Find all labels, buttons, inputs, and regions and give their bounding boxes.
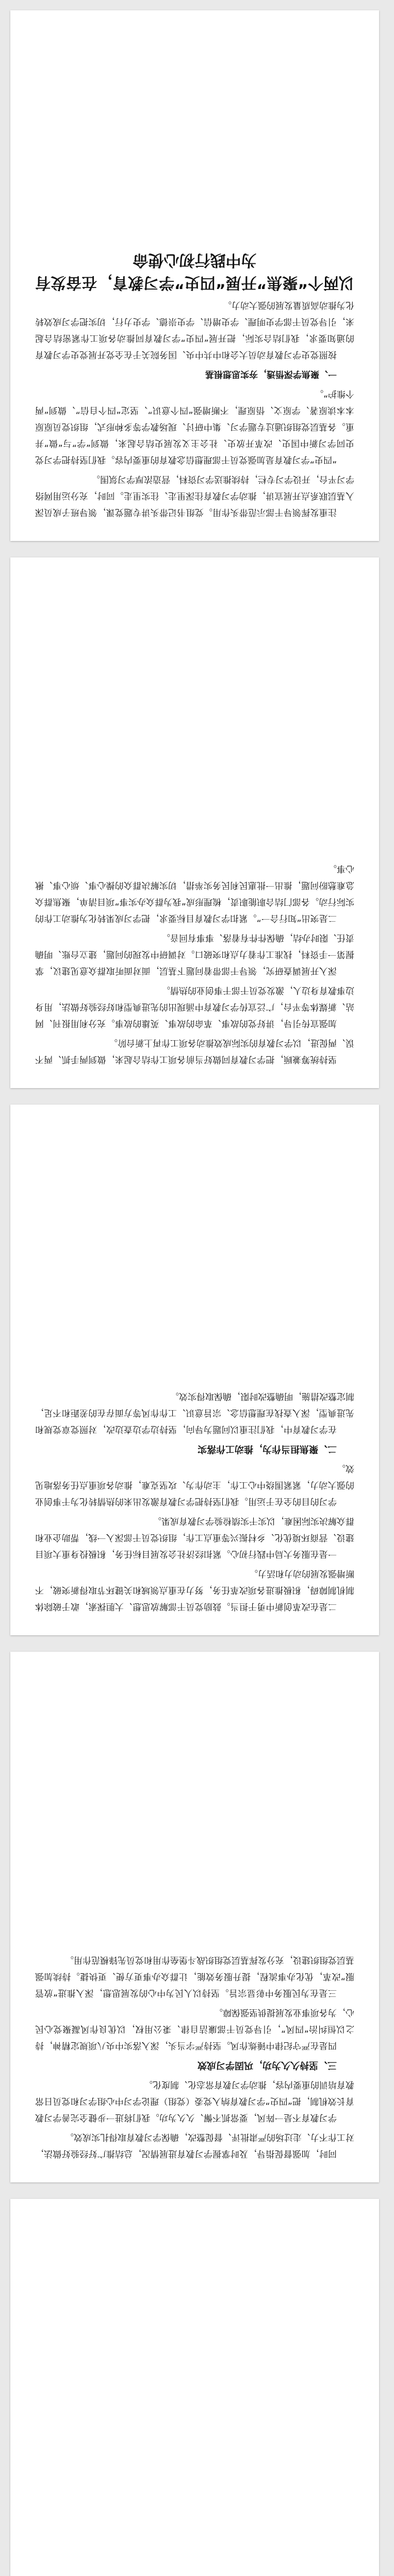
page-5-content [35,2235,354,2576]
paragraph: 注重发挥领导干部示范带头作用。党组书记带头讲专题党课，领导班子成员深入基层联系点开展宣讲，推动学习教育往深里走、往实里走。同时，充分运用网络学习平台，开设学习专栏，持续推送学习资料，营造浓厚学习氛围。 [35,474,354,517]
document-page-5 [10,2199,379,2576]
document-page-4 [10,1652,379,2182]
paragraph: 一、聚焦学深悟透，夯实思想根基 [205,369,337,379]
paragraph: 按照党史学习教育动员大会和中共中央、国务院关于在全党开展党史学习教育的通知要求，我们结合实际，把开展“四史”学习教育同推动各项工作紧密结合起来，引导党员干部学史明理、学史增信、学史崇德、学史力行，切实把学习成效转化为推动高质量发展的强大动力。 [35,300,354,360]
paragraph: 加强宣传引导，讲好党的故事、革命的故事、英雄的故事。充分利用报刊、网站、新媒体等平台，广泛宣传学习教育中涌现出的先进典型和好经验好做法，用身边事教育身边人，激发党员干部干事创业的热情。 [35,985,354,1028]
paragraph: “四史”学习教育是加强党员干部理想信念教育的重要内容。我们坚持把学习党史同学习新中国史、改革开放史、社会主义发展史结合起来，做到“学”与“做”并重。各基层党组织通过专题学习、集中研讨、现场教学等多种形式，组织党员原原本本读原著、学原文、悟原理，不断增强“四个意识”、坚定“四个自信”、做到“两个维护”。 [35,388,354,465]
paragraph: 深入开展调查研究，领导干部带着问题下基层，面对面听取群众意见建议，掌握第一手资料，找准工作着力点和突破口。对调研中发现的问题，建立台账、明确责任、限时办结，确保件件有着落、事事有回音。 [35,933,354,976]
paragraph: 学习教育不是一阵风，要常抓不懈、久久为功。我们将进一步健全完善学习教育长效机制，把“四史”学习教育纳入党委（党组）理论学习中心组学习和党员日常教育培训的重要内容，推动学习教育常态化、制度化。 [35,2079,354,2123]
paragraph: 二是在改革创新中勇于担当。鼓励党员干部解放思想、大胆探索，敢于破除体制机制障碍，积极推进各项改革任务，努力在重点领域和关键环节取得新突破，不断增强发展的动力和活力。 [35,1568,354,1612]
paragraph: 在学习教育中，我们注重以问题为导向，坚持边学边查边改，对照党章党规和先进典型，深入查找在理想信念、宗旨意识、工作作风等方面存在的差距和不足，制定整改措施，明确整改时限，确保取得实效。 [35,1391,354,1434]
paragraph: 学习的目的全在于运用。我们坚持把学习教育激发出来的热情转化为干事创业的强大动力，紧紧围绕中心工作，主动作为、攻坚克难，推动各项重点任务落地见效。 [35,1463,354,1506]
page-2-content [35,578,354,1067]
section-heading: 三、坚持久久为功，巩固学习成效 [198,2060,337,2071]
paragraph: 同时，加强督促指导，及时掌握学习教育进展情况，总结推广好经验好做法，对工作不力、走过场的严肃批评、督促整改，确保学习教育取得扎实成效。 [35,2132,354,2159]
paragraph: 三是在为民服务中彰显宗旨。坚持以人民为中心的发展思想，深入推进“放管服”改革，优化办事流程，提升服务效能，让群众办事更方便、更快捷。持续加强基层党组织建设，充分发挥基层党组织战斗堡垒作用和党员先锋模范作用。 [35,1955,354,1998]
paragraph: 一是在服务大局中践行初心。紧扣经济社会发展目标任务，积极投身重大项目建设、营商环境优化、乡村振兴等重点工作，组织党员干部深入一线，帮助企业和群众解决实际困难，以实干实绩检验学习教育成果。 [35,1516,354,1559]
document-page-2 [10,557,379,1088]
document-title: 以两个“聚焦”开展“四史”学习教育，在奋发有为中践行初心使命 [35,251,354,292]
page-3-content [35,1125,354,1615]
page-1-content [35,31,354,520]
document-page-3 [10,1105,379,1635]
paragraph: 坚持统筹兼顾，把学习教育同做好当前各项工作结合起来，做到两手抓、两不误、两促进，以学习教育的实际成效推动各项工作再上新台阶。 [35,1038,354,1064]
paragraph: 二是突出“知行合一”。紧扣学习教育目标要求，把学习成果转化为推动工作的实际行动。各部门结合职能职责，梳理形成“我为群众办实事”项目清单，聚焦群众急难愁盼问题，推出一批惠民利民务实举措，切实解决群众的操心事、烦心事、揪心事。 [35,863,354,923]
paragraph: 四是在严守纪律中锤炼作风。坚持严字当头，深入落实中央八项规定精神，持之以恒纠治“四风”，引导党员干部廉洁自律、秉公用权，以优良作风凝聚党心民心，为各项事业发展提供坚强保障。 [35,2007,354,2050]
page-4-content [35,1672,354,2162]
document-page-1 [10,10,379,541]
section-heading: 二、聚焦担当作为，推动工作落实 [198,1444,337,1454]
